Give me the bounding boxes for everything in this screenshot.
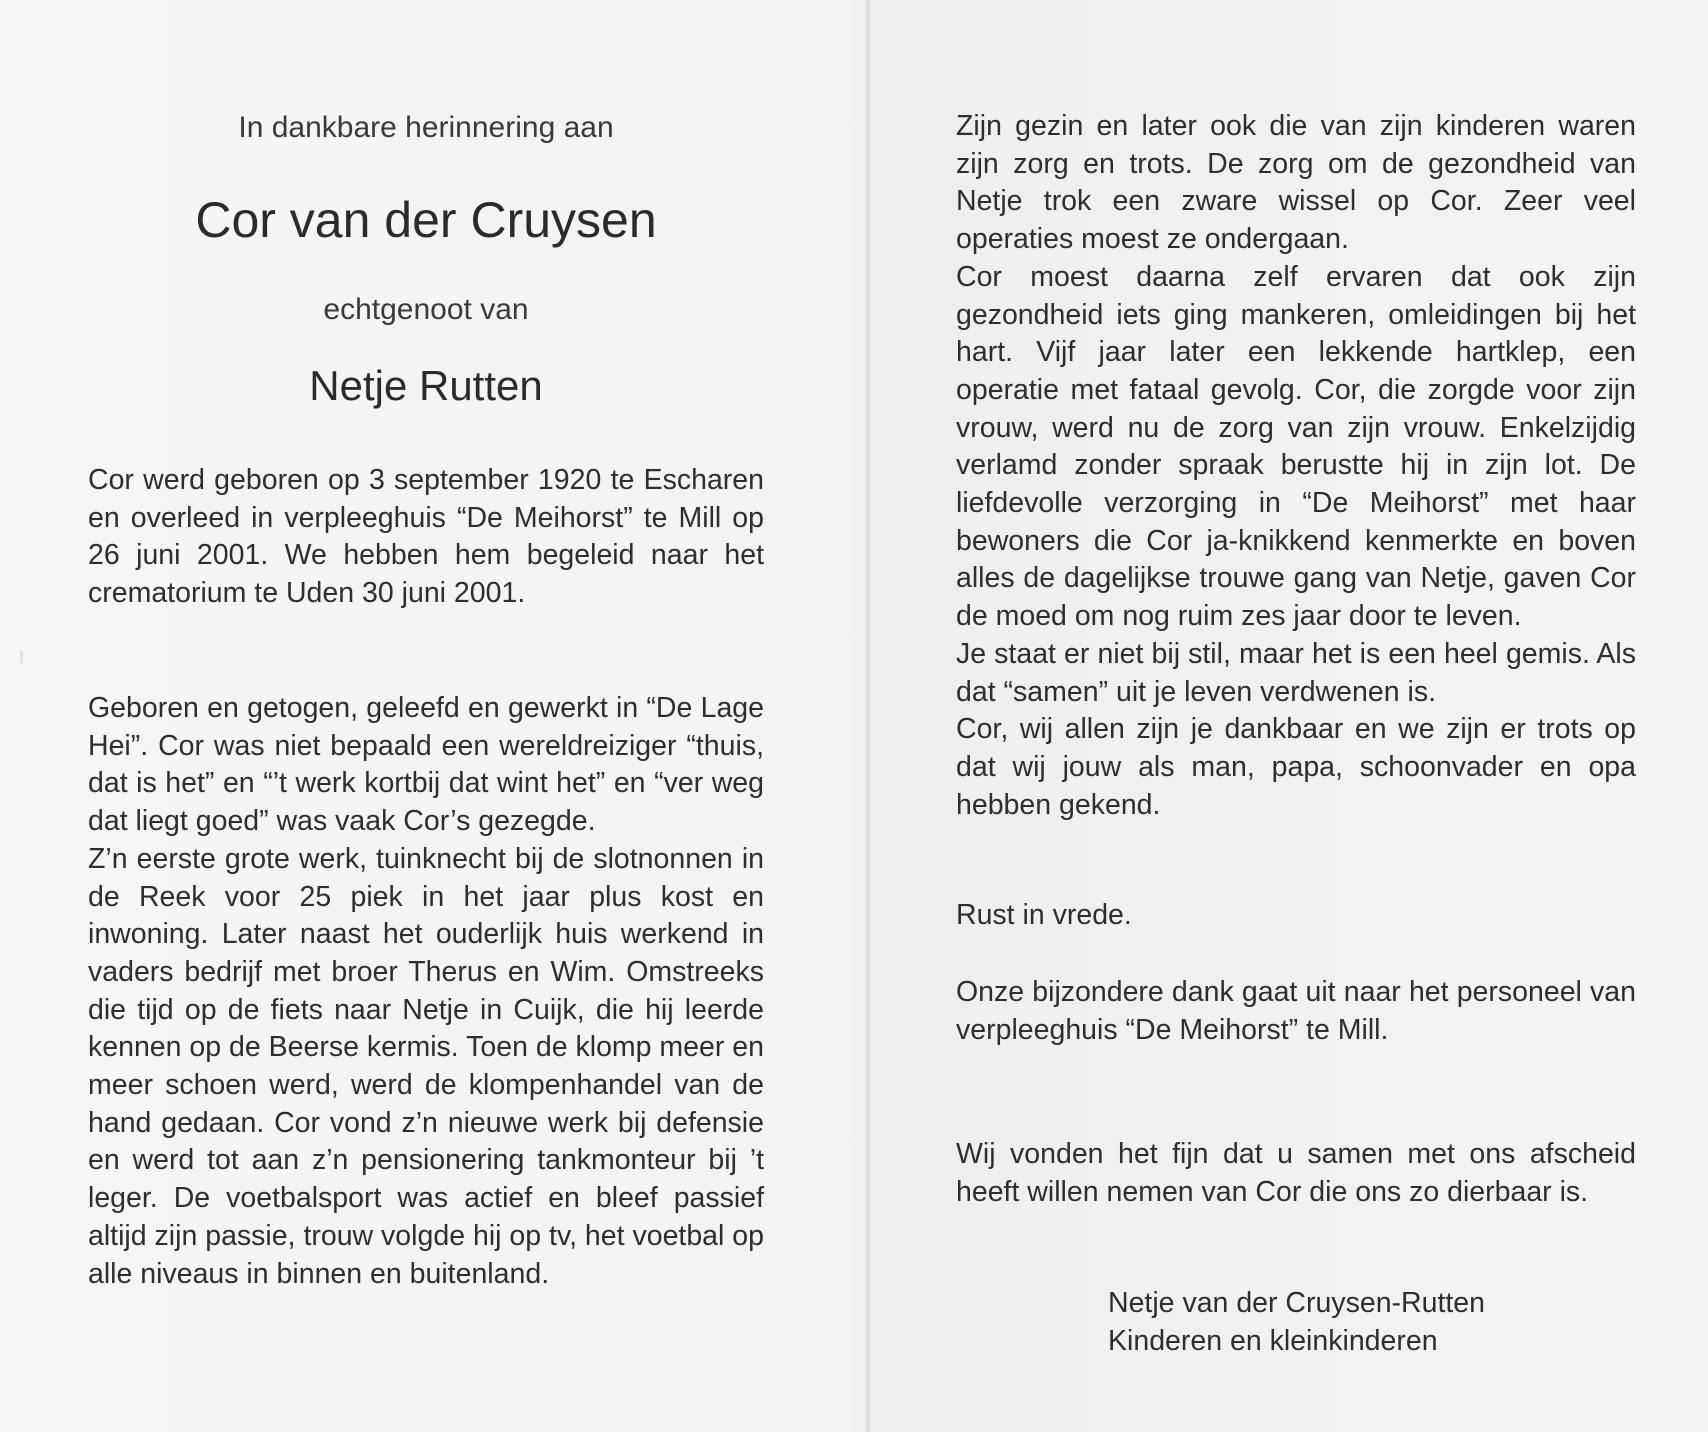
family-paragraph-3: Je staat er niet bij stil, maar het is een heel gemis. Als dat “samen” uit je leven verdwenen is. <box>956 637 1636 708</box>
right-page <box>956 0 1636 1432</box>
birth-text: Cor werd geboren op 3 september 1920 te Escharen en overleed in verpleeghuis “De Meihorst” te Mill op 26 juni 2001. We hebben hem begeleid naar het crematorium te Uden 30 juni 2001. <box>88 464 764 610</box>
farewell-text: Wij vonden het fijn dat u samen met ons afscheid heeft willen nemen van Cor die ons zo dierbaar is. <box>956 1138 1636 1208</box>
farewell-paragraph <box>956 1136 1636 1211</box>
family-paragraph-2: Cor moest daarna zelf ervaren dat ook zijn gezondheid iets ging mankeren, omleidingen bij het hart. Vijf jaar later een lekkende hartklep, een operatie met fataal gevolg. Cor, die zorgde voor zijn vrouw, werd nu de zorg van zijn vrouw. Enkelzijdig verlamd zonder spraak berustte hij in zijn lot. De liefdevolle verzorging in “De Meihorst” met haar bewoners die Cor ja-knikkend kenmerkte en boven alles de dagelijkse trouwe gang van Netje, gaven Cor de moed om nog ruim zes jaar door te leven. <box>956 260 1636 633</box>
thanks-text: Onze bijzondere dank gaat uit naar het personeel van verpleeghuis “De Meihorst” te Mill. <box>956 976 1636 1046</box>
life-story <box>88 690 764 1293</box>
signature-line-2: Kinderen en kleinkinderen <box>1108 1325 1438 1357</box>
family-story <box>956 108 1636 824</box>
deceased-name: Cor van der Cruysen <box>195 192 657 248</box>
family-paragraph-4: Cor, wij allen zijn je dankbaar en we zijn er trots op dat wij jouw als man, papa, schoonvader en opa hebben gekend. <box>956 713 1636 821</box>
life-paragraph-1: Geboren en getogen, geleefd en gewerkt in “De Lage Hei”. Cor was niet bepaald een wereldreiziger “thuis, dat is het” en “’t werk kortbij dat wint het” en “ver weg dat liegt goed” was vaak Cor’s gezegde. <box>88 692 764 838</box>
intro-line: In dankbare herinnering aan <box>238 111 614 144</box>
paper-mark <box>20 650 23 664</box>
card-fold <box>866 0 870 1432</box>
rest-in-peace <box>956 897 1636 935</box>
signature-block <box>1108 1284 1628 1360</box>
spouse-label: echtgenoot van <box>323 293 529 326</box>
family-paragraph-1: Zijn gezin en later ook die van zijn kinderen waren zijn zorg en trots. De zorg om de gezondheid van Netje trok een zware wissel op Cor. Zeer veel operaties moest ze ondergaan. <box>956 110 1636 256</box>
rest-text: Rust in vrede. <box>956 899 1132 931</box>
birth-paragraph <box>88 462 764 613</box>
thanks-paragraph <box>956 974 1636 1049</box>
signature-line-1: Netje van der Cruysen-Rutten <box>1108 1287 1486 1319</box>
spouse-name: Netje Rutten <box>309 362 543 409</box>
life-paragraph-2: Z’n eerste grote werk, tuinknecht bij de slotnonnen in de Reek voor 25 piek in het jaar plus kost en inwoning. Later naast het ouderlijk huis werkend in vaders bedrijf met broer Therus en Wim. Omstreeks die tijd op de fiets naar Netje in Cuijk, die hij leerde kennen op de Beerse kermis. Toen de klomp meer en meer schoen werd, werd de klompenhandel van de hand gedaan. Cor vond z’n nieuwe werk bij defensie en werd tot aan z’n pensionering tankmonteur bij ’t leger. De voetbalsport was actief en bleef passief altijd zijn passie, trouw volgde hij op tv, het voetbal op alle niveaus in binnen en buitenland. <box>88 842 764 1290</box>
left-page <box>88 0 764 1432</box>
